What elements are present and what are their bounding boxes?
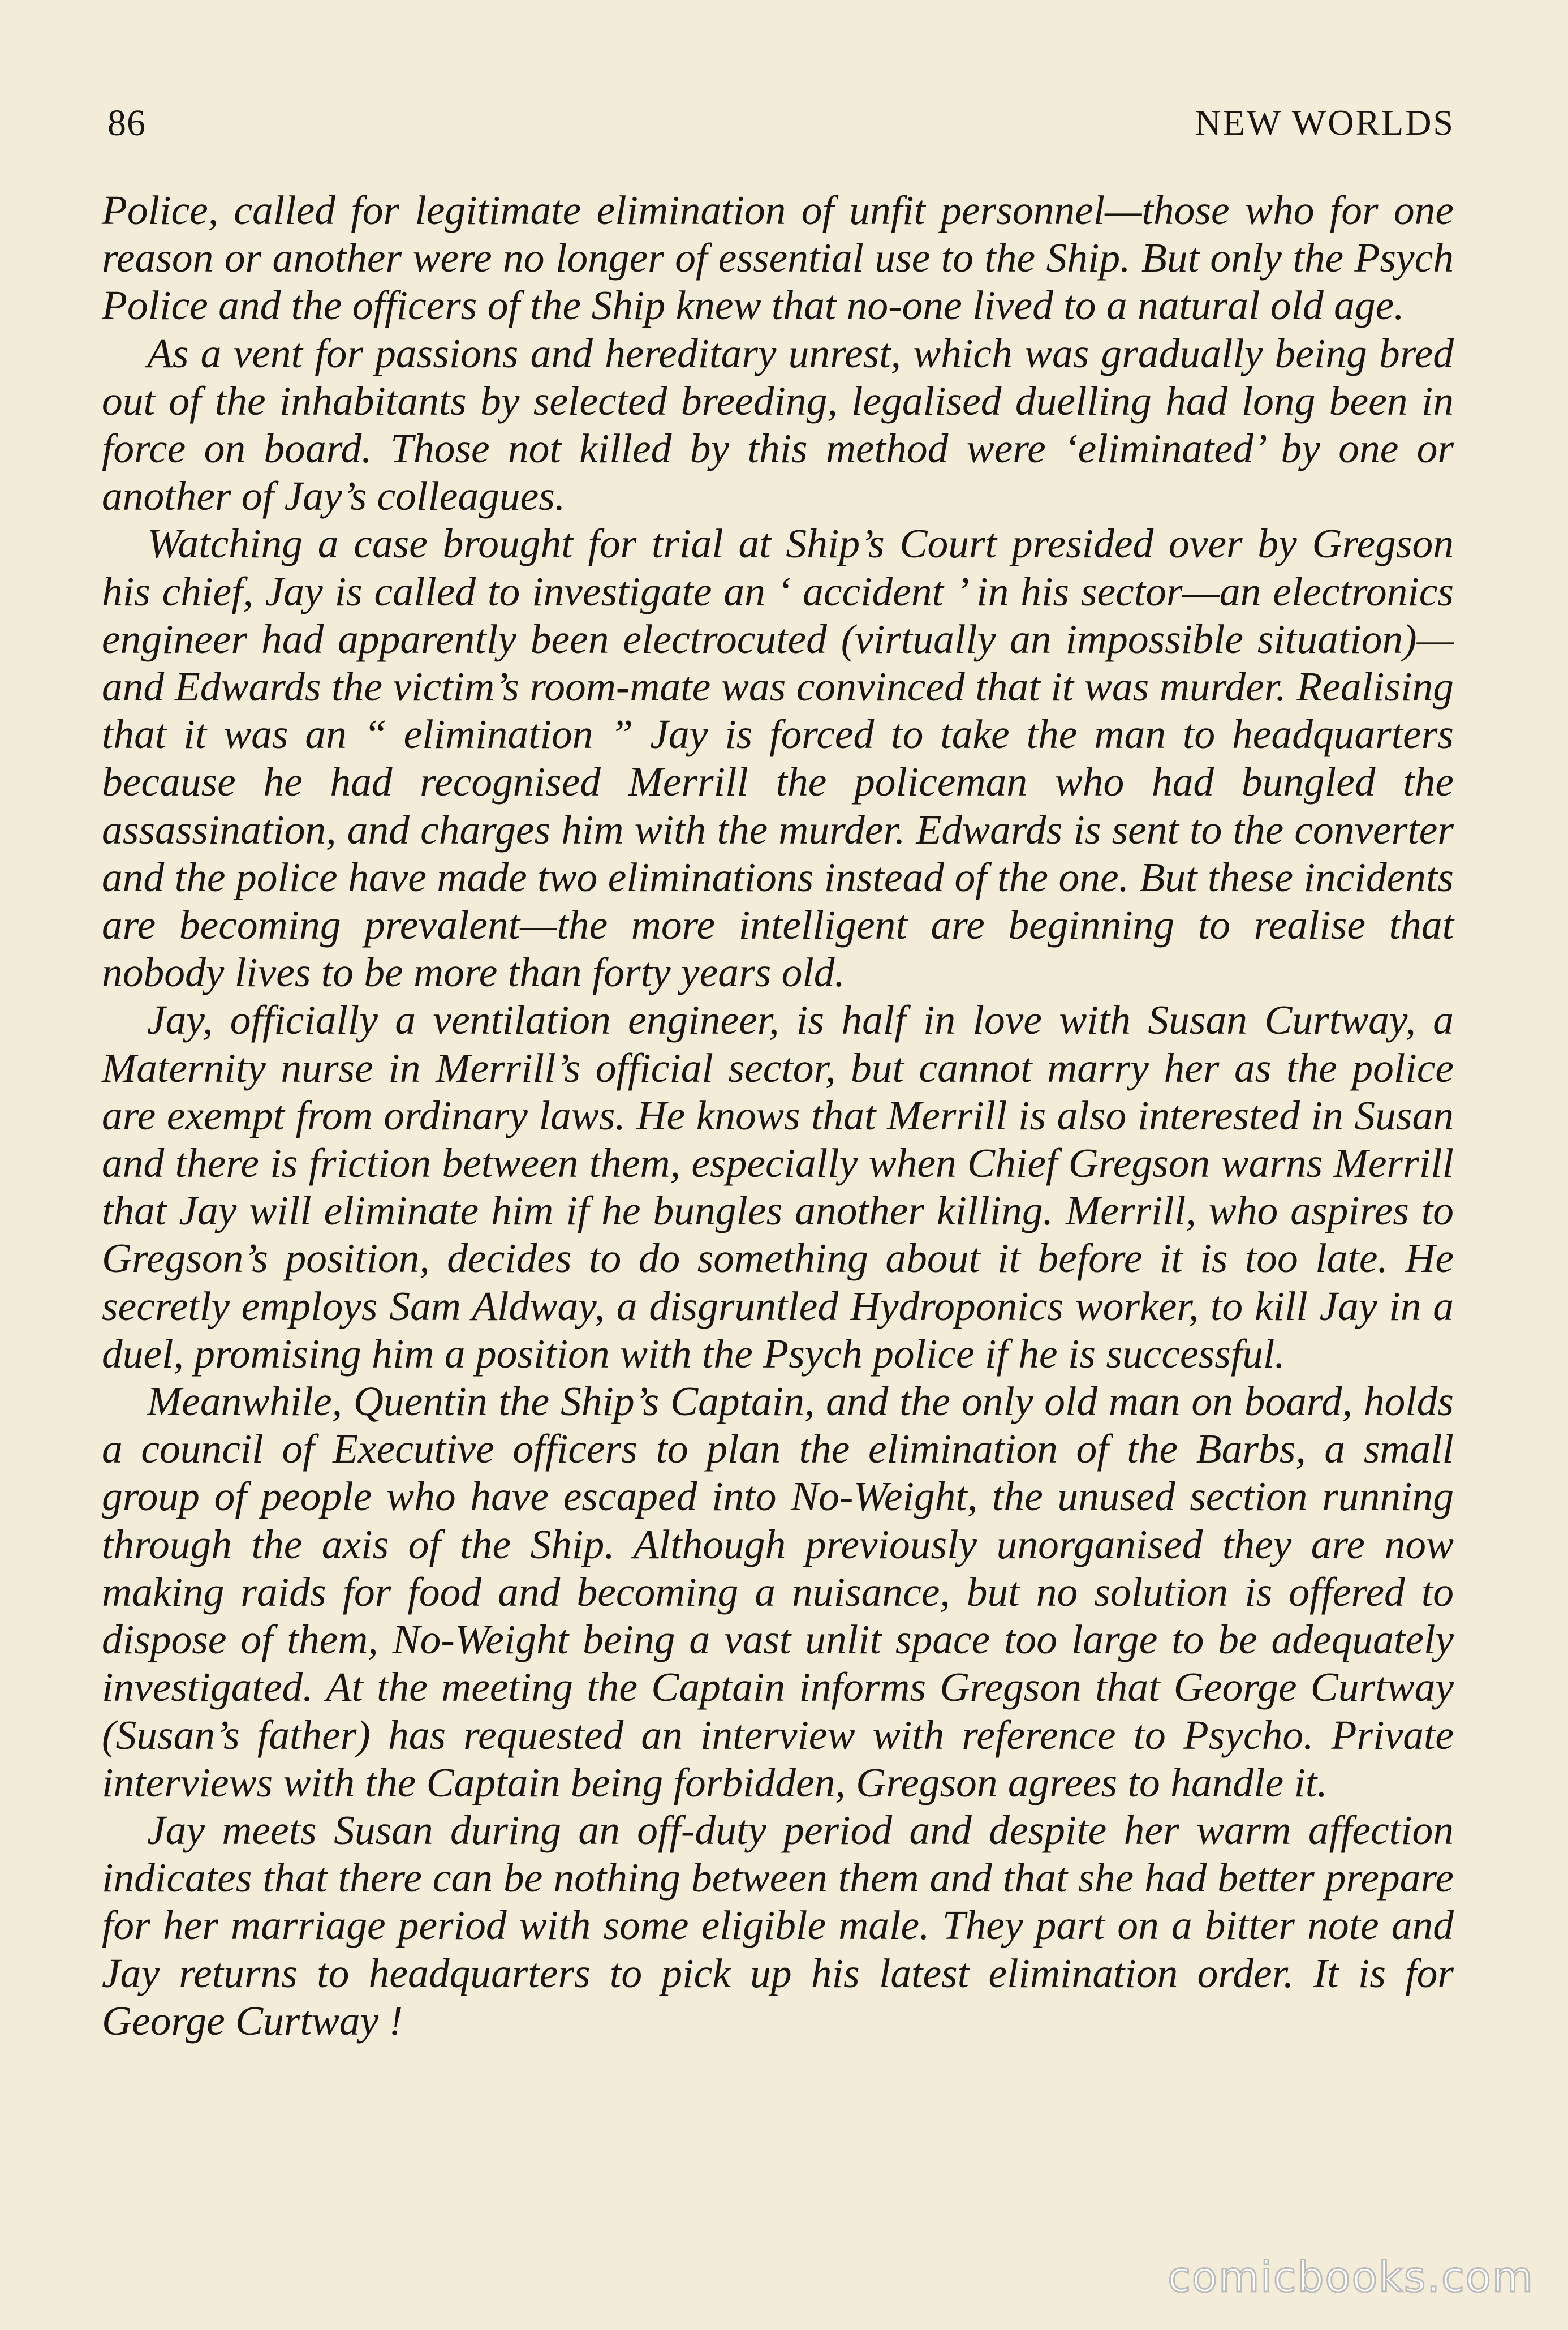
- paragraph: Meanwhile, Quentin the Ship’s Captain, and the only old man on board, holds a council of Executive officers to plan the elimination of the Barbs, a small group of people who have escaped into No-Weight, the unused section running through the axis of the Ship. Although previously unorganised they are now making raids for food and becoming a nuisance, but no solution is offered to dispose of them, No-Weight being a vast unlit space too large to be adequately investigated. At the meeting the Captain informs Gregson that George Curtway (Susan’s father) has requested an interview with reference to Psycho. Private interviews with the Captain being forbidden, Gregson agrees to handle it.: [102, 1378, 1454, 1805]
- paragraph: As a vent for passions and hereditary unrest, which was gradually being bred out of the inhabitants by selected breeding, legalised duelling had long been in force on board. Those not killed by this method were ‘eliminated’ by one or another of Jay’s colleagues.: [102, 330, 1454, 519]
- paragraph: Police, called for legitimate elimination of unfit personnel—those who for one reason or another were no longer of essential use to the Ship. But only the Psych Police and the officers of the Ship knew that no-one lived to a natural old age.: [102, 187, 1454, 329]
- paragraph: Jay, officially a ventilation engineer, is half in love with Susan Curtway, a Maternity nurse in Merrill’s official sector, but cannot marry her as the police are exempt from ordinary laws. He knows that Merrill is also interested in Susan and there is friction between them, especially when Chief Gregson warns Merrill that Jay will eliminate him if he bungles another killing. Merrill, who aspires to Gregson’s position, decides to do something about it before it is too late. He secretly employs Sam Aldway, a disgruntled Hydroponics worker, to kill Jay in a duel, promising him a position with the Psych police if he is successful.: [102, 997, 1454, 1377]
- paragraph: Jay meets Susan during an off-duty period and despite her warm affection indicates that there can be nothing between them and that she had better prepare for her marriage period with some eligible male. They part on a bitter note and Jay returns to headquarters to pick up his latest elimination order. It is for George Curtway !: [102, 1807, 1454, 2044]
- running-head: NEW WORLDS: [1195, 102, 1455, 143]
- body-text: [102, 187, 1454, 2045]
- page-number: 86: [107, 102, 146, 144]
- watermark-logo: comicbooks.com: [1168, 2253, 1534, 2302]
- paragraph: Watching a case brought for trial at Ship’s Court presided over by Gregson his chief, Jay is called to investigate an ‘ accident ’ in his sector—an electronics engineer had apparently been electrocuted (virtually an impossible situation)—and Edwards the victim’s room-mate was convinced that it was murder. Realising that it was an “ elimination ” Jay is forced to take the man to headquarters because he had recognised Merrill the policeman who had bungled the assassination, and charges him with the murder. Edwards is sent to the converter and the police have made two eliminations instead of the one. But these incidents are becoming prevalent—the more intelligent are beginning to realise that nobody lives to be more than forty years old.: [102, 521, 1454, 996]
- page-header: [107, 102, 1455, 164]
